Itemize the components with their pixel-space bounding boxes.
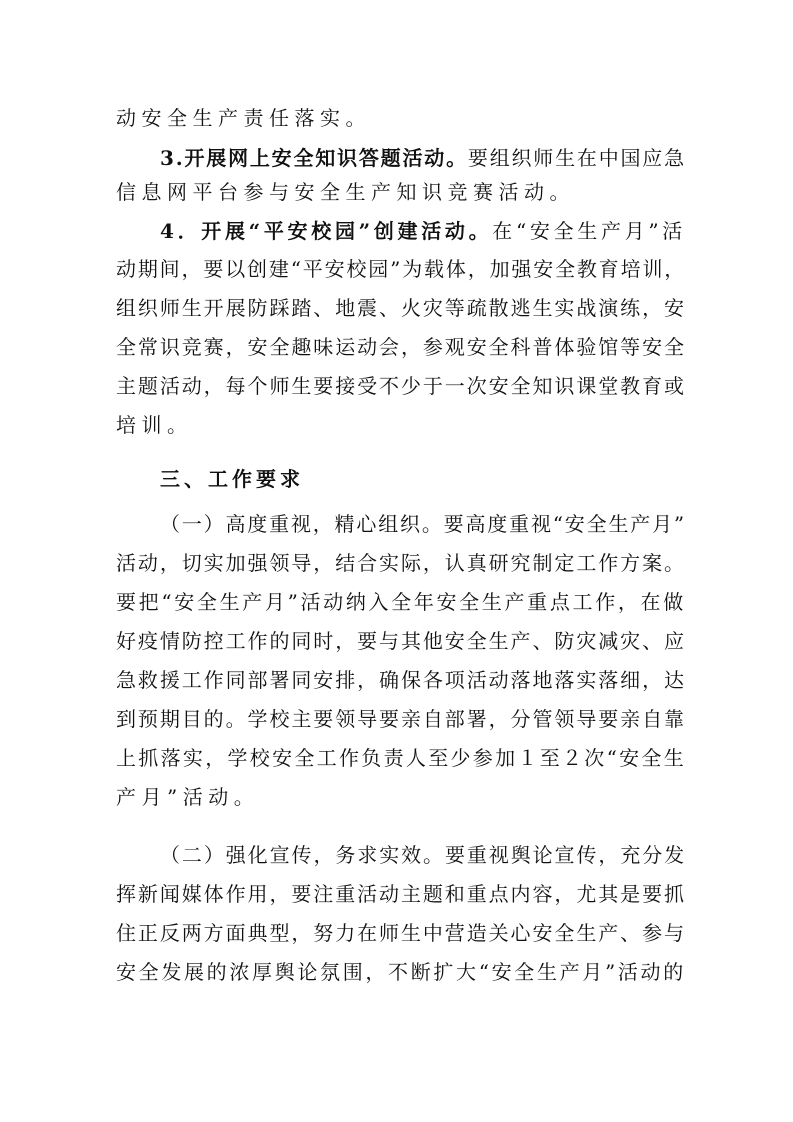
text-line: 全常识竞赛，安全趣味运动会，参观安全科普体验馆等安全 [116,335,686,359]
item-4-heading: 4．开展“平安校园”创建活动。 [160,219,493,243]
text-line: 信息网平台参与安全生产知识竞赛活动。 [116,180,575,204]
item-4-line [160,217,686,245]
text-line: 活动，切实加强领导，结合实际，认真研究制定工作方案。 [116,551,686,575]
text-line: 到预期目的。学校主要领导要亲自部署，分管领导要亲自靠 [116,707,686,731]
text-line: 要把“安全生产月”活动纳入全年安全生产重点工作，在做 [116,590,686,614]
section-heading: 三、工作要求 [160,467,304,491]
subsection-1-line: （一）高度重视，精心组织。要高度重视“安全生产月” [160,512,686,536]
text-line: 住正反两方面典型，努力在师生中营造关心安全生产、参与 [116,921,686,945]
text-line: 上抓落实，学校安全工作负责人至少参加１至２次“安全生 [116,746,687,770]
subsection-2-line: （二）强化宣传，务求实效。要重视舆论宣传，充分发 [160,843,687,867]
text-line: 好疫情防控工作的同时，要与其他安全生产、防灾减灾、应 [116,629,686,653]
item-4-text: 在“安全生产月”活 [492,219,686,243]
text-line: 组织师生开展防踩踏、地震、火灾等疏散逃生实战演练，安 [116,296,686,320]
item-3-line [160,144,686,172]
text-line: 动期间，要以创建“平安校园”为载体，加强安全教育培训， [116,257,687,281]
text-line: 挥新闻媒体作用，要注重活动主题和重点内容，尤其是要抓 [116,882,686,906]
text-line: 急救援工作同部署同安排，确保各项活动落地落实落细，达 [116,668,686,692]
text-line: 培训。 [116,413,193,437]
text-line: 产月”活动。 [116,785,260,809]
text-line: 安全发展的浓厚舆论氛围，不断扩大“安全生产月”活动的 [116,960,686,984]
text-line: 动安全生产责任落实。 [116,106,371,130]
item-3-text: 要组织师生在中国应急 [467,146,686,170]
text-line: 主题活动，每个师生要接受不少于一次安全知识课堂教育或 [116,374,686,398]
item-3-heading: 3.开展网上安全知识答题活动。 [160,146,468,170]
